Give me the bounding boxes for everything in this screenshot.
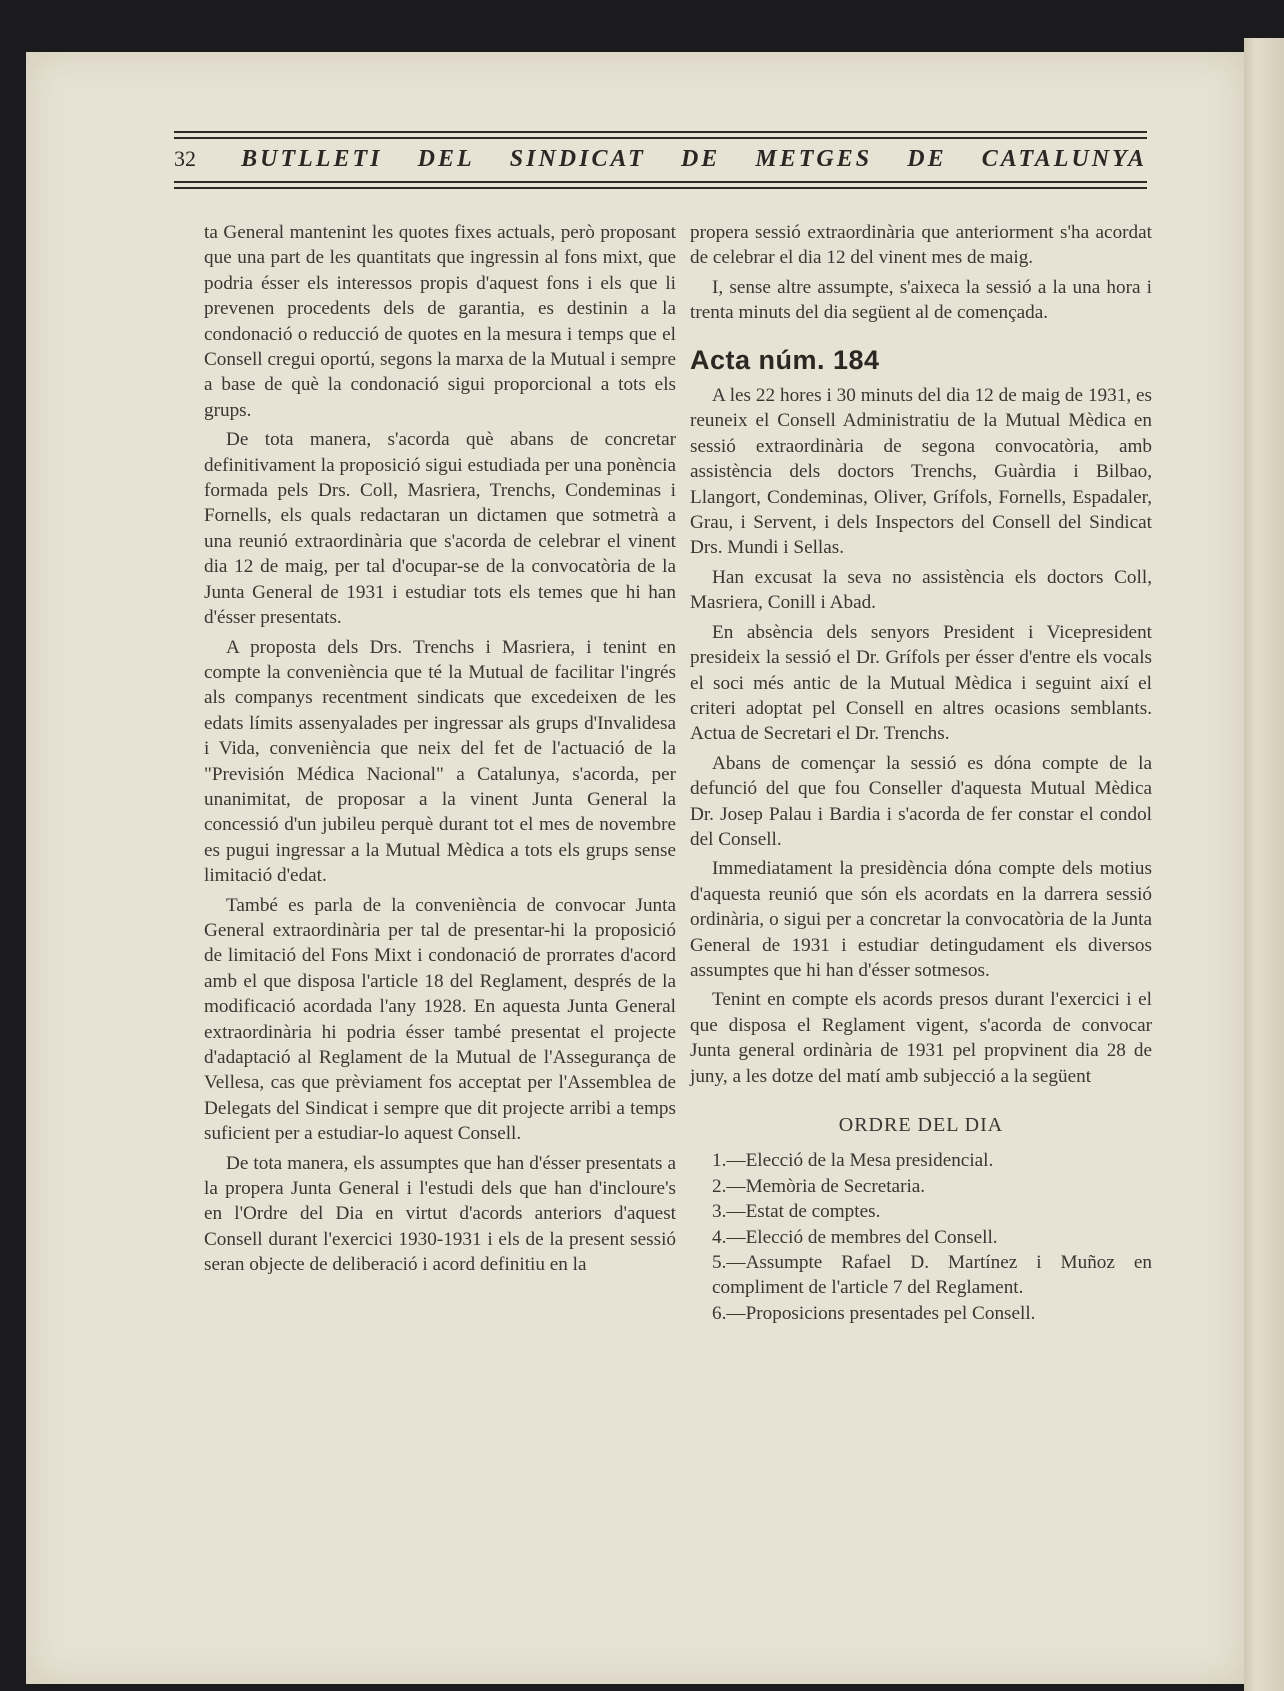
paragraph: Han excusat la seva no assistència els doctors Coll, Masriera, Conill i Abad.	[690, 566, 1152, 614]
header-rule	[174, 181, 1147, 183]
paragraph: Tenint en compte els acords presos durant l'exercici i el que disposa el Reglament vigent, s'acorda de convocar Junta general ordinària de 1931 pel propvinent dia 28 de juny, a les dotze del matí amb subjecció a la següent	[690, 989, 1152, 1087]
header-word: DEL	[417, 145, 475, 172]
header-rule	[174, 137, 1147, 139]
agenda-item: 5.—Assumpte Rafael D. Martínez i Muñoz en compliment de l'article 7 del Reglament.	[712, 1252, 1152, 1299]
agenda-item: 4.—Elecció de membres del Consell.	[712, 1226, 998, 1248]
paragraph: De tota manera, s'acorda què abans de concretar definitivament la proposició sigui estudiada per una ponència formada pels Drs. Coll, Masriera, Trenchs, Condeminas i Fornells, els quals redactaran un dictamen que sotmetrà a una reunió extraordinària que s'acorda de celebrar el vinent dia 12 de maig, per tal d'ocupar-se de la convocatòria de la Junta General de 1931 i estudiar tots els temes que hi han d'ésser presentats.	[204, 429, 676, 629]
paragraph: A proposta dels Drs. Trenchs i Masriera, i tenint en compte la conveniència que té la Mutual de facilitar l'ingrés als companys recentment sindicats que excedeixen de les edats límits assenyalades per ingressar als grups d'Invalidesa i Vida, conveniència que neix del fet de l'actuació de la "Previsión Médica Nacional" a Catalunya, s'acorda, per unanimitat, de proposar a la vinent Junta General la concessió d'un jubileu perquè durant tot el mes de novembre es pugui ingressar a la Mutual Mèdica a tots els grups sense limitació d'edat.	[204, 636, 676, 887]
paragraph: En absència dels senyors President i Vicepresident presideix la sessió el Dr. Grífols per ésser d'entre els vocals el soci més antic de la Mutual Mèdica i seguint així el criteri adoptat pel Consell en altres ocasions semblants. Actua de Secretari el Dr. Trenchs.	[690, 621, 1152, 745]
page-number: 32	[174, 146, 196, 171]
header-rule	[174, 131, 1147, 133]
paragraph: propera sessió extraordinària que anteriorment s'ha acordat de celebrar el dia 12 del vinent mes de maig.	[690, 222, 1152, 269]
agenda-item: 2.—Memòria de Secretaria.	[712, 1175, 926, 1197]
paragraph: ta General mantenint les quotes fixes actuals, però proposant que una part de les quantitats que ingressin al fons mixt, que podria ésser els interessos propis d'aquest fons i els que li prevenen procedents dels de garantia, es destinin a la condonació o reducció de quotes en la mesura i temps que el Consell cregui oportú, segons la marxa de la Mutual i sempre a base de què la condonació sigui proporcional a tots els grups.	[204, 222, 676, 421]
agenda-item: 6.—Proposicions presentades pel Consell.	[712, 1302, 1036, 1324]
paragraph: Immediatament la presidència dóna compte dels motius d'aquesta reunió que són els acordats en la darrera sessió ordinària, o sigui per a concretar la convocatòria de la Junta General de 1931 i estudiar detingudament els diversos assumptes que hi han d'ésser sotmesos.	[690, 858, 1152, 981]
header-word: BUTLLETI	[241, 145, 383, 172]
paragraph: Abans de començar la sessió es dóna compte de la defunció del que fou Conseller d'aquesta Mutual Mèdica Dr. Josep Palau i Bardia i s'acorda de fer constar el condol del Consell.	[690, 752, 1152, 850]
agenda-item: 1.—Elecció de la Mesa presidencial.	[712, 1150, 994, 1172]
paragraph: També es parla de la conveniència de convocar Junta General extraordinària per tal de presentar-hi la proposició de limitació del Fons Mixt i condonació de prorrates d'acord amb el que disposa l'article 18 del Reglament, després de la modificació acordada l'any 1928. En aquesta Junta General extraordinària hi podria ésser també presentat el projecte d'adaptació al Reglament de la Mutual de l'Assegurança de Vellesa, cas que prèviament fos acceptat per l'Assemblea de Delegats del Sindicat i sempre que dit projecte arribi a temps suficient per a estudiar-lo aquest Consell.	[204, 894, 676, 1145]
page-edge	[1244, 38, 1284, 1691]
agenda-title: ORDRE DEL DIA	[838, 1114, 1004, 1136]
header-word: METGES	[755, 145, 873, 172]
header-rule	[174, 187, 1147, 189]
header-title	[174, 143, 1147, 175]
agenda-item: 3.—Estat de comptes.	[712, 1201, 881, 1223]
agenda-list	[690, 1148, 1152, 1326]
header-word: CATALUNYA	[981, 145, 1147, 172]
header-word: SINDICAT	[509, 145, 646, 172]
paragraph: De tota manera, els assumptes que han d'ésser presentats a la propera Junta General i l'estudi dels que han d'incloure's en l'Ordre del Dia en virtut d'acords anteriors d'aquest Consell durant l'exercici 1930-1931 i els de la present sessió seran objecte de deliberació i acord definitiu en la	[204, 1152, 676, 1276]
header-word: DE	[907, 145, 947, 172]
paragraph: A les 22 hores i 30 minuts del dia 12 de maig de 1931, es reuneix el Consell Administratiu de la Mutual Mèdica en sessió extraordinària de segona convocatòria, amb assistència dels doctors Trenchs, Guàrdia i Bilbao, Llangort, Condeminas, Oliver, Grífols, Fornells, Espadaler, Grau, i Servent, i dels Inspectors del Consell del Sindicat Drs. Mundi i Sellas.	[690, 385, 1152, 559]
left-column	[204, 220, 676, 1282]
header-word: DE	[680, 145, 721, 172]
right-column	[690, 220, 1152, 1326]
section-heading: Acta núm. 184	[690, 344, 880, 375]
paragraph: I, sense altre assumpte, s'aixeca la sessió a la una hora i trenta minuts del dia següent al de començada.	[690, 276, 1152, 324]
running-header	[174, 131, 1147, 189]
